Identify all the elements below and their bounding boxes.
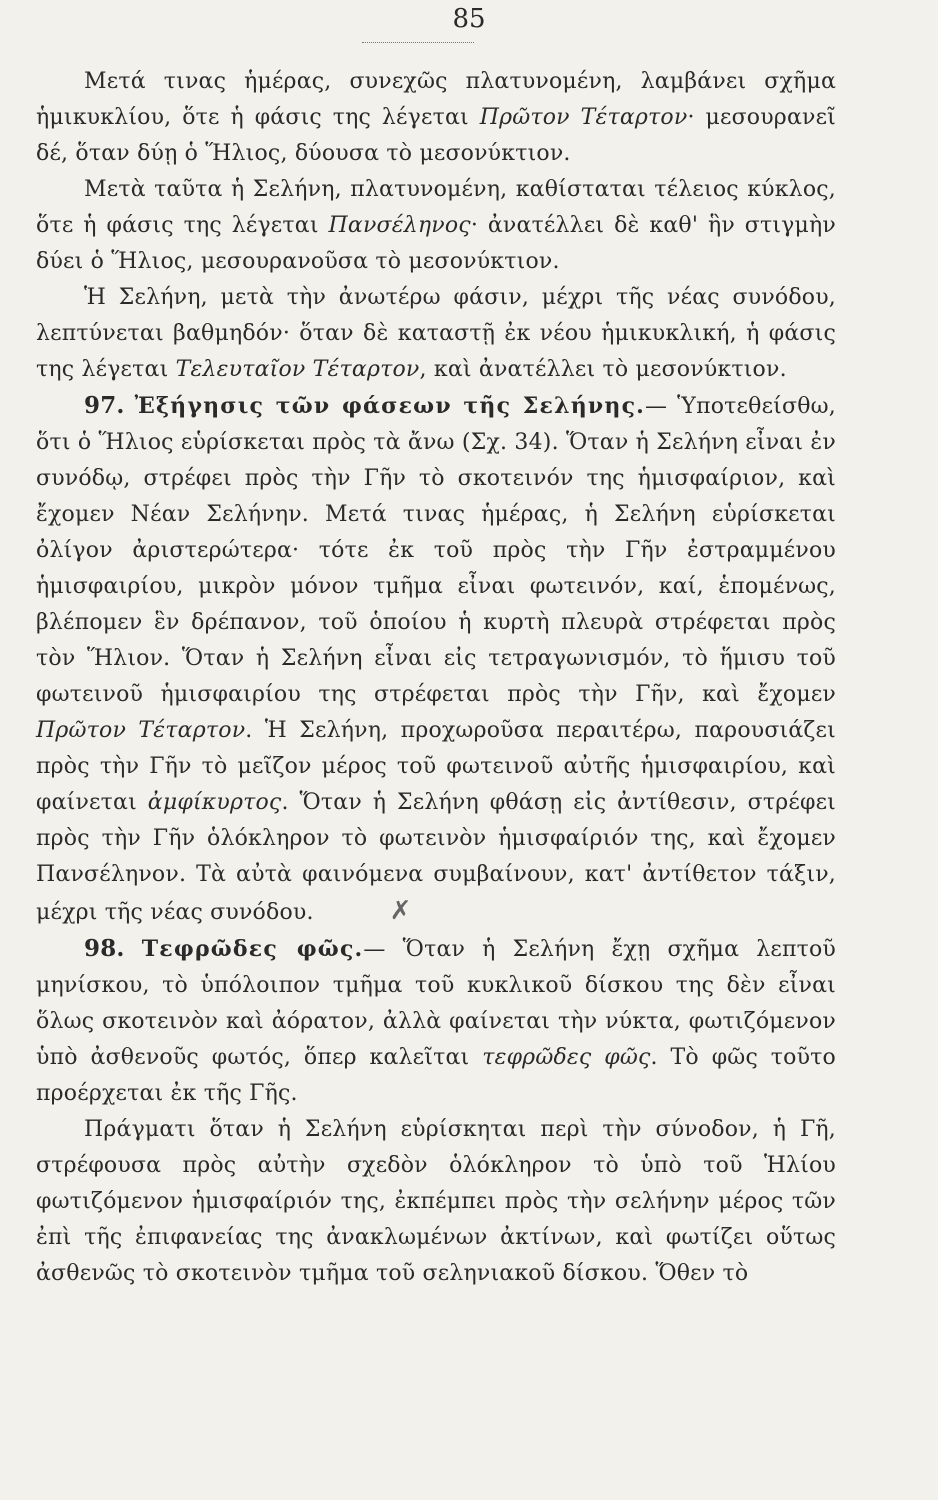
page-body xyxy=(36,64,836,1292)
term-first-quarter: Πρῶτον Τέταρτον xyxy=(36,718,246,743)
paragraph-last-quarter xyxy=(36,280,836,388)
text-run: . Τὸ φῶς τοῦτο προέρχεται ἐκ τῆς Γῆς. xyxy=(36,1045,837,1106)
term-gibbous: ἀμφίκυρτος xyxy=(147,790,282,815)
paragraph-earthshine-explanation xyxy=(36,1112,836,1292)
text-run: Ἡ Σελήνη, μετὰ τὴν ἀνωτέρω φάσιν, μέχρι τῆς νέας συνόδου, λεπτύνεται βαθμηδόν· ὅταν δὲ καταστῇ ἐκ νέου ἡμικυκλική, ἡ φάσις της λέγεται xyxy=(36,285,836,382)
handwritten-cross-mark: ✗ xyxy=(389,896,412,926)
header-rule xyxy=(362,42,474,43)
section-title: Ἐξήγησις τῶν φάσεων τῆς Σελήνης. xyxy=(134,393,646,419)
page-number: 85 xyxy=(452,4,486,34)
text-run: Μετά τινας ἡμέρας, συνεχῶς πλατυνομένη, λαμβάνει σχῆμα ἡμικυκλίου, ὅτε ἡ φάσις της λέγεται xyxy=(36,69,836,130)
term-last-quarter: Τελευταῖον Τέταρτον xyxy=(175,357,420,382)
text-run: . Ἡ Σελήνη, προχωροῦσα περαιτέρω, παρουσιάζει πρὸς τὴν Γῆν τὸ μεῖζον μέρος τοῦ φωτεινοῦ αὐτῆς ἡμισφαιρίου, καὶ φαίνεται xyxy=(36,718,836,815)
text-run: — Ὅταν ἡ Σελήνη ἔχῃ σχῆμα λεπτοῦ μηνίσκου, τὸ ὑπόλοιπον τμῆμα τοῦ κυκλικοῦ δίσκου της δὲν εἶναι ὅλως σκοτεινὸν καὶ ἀόρατον, ἀλλὰ φαίνεται τὴν νύκτα, φωτιζόμενον ὑπὸ ἀσθενοῦς φωτός, ὅπερ καλεῖται xyxy=(36,937,836,1070)
term-earthshine: τεφρῶδες φῶς xyxy=(482,1045,651,1070)
section-98 xyxy=(36,931,836,1112)
text-run: — Ὑποτεθείσθω, ὅτι ὁ Ἥλιος εὑρίσκεται πρὸς τὰ ἄνω (Σχ. 34). Ὅταν ἡ Σελήνη εἶναι ἐν συνόδῳ, στρέφει πρὸς τὴν Γῆν τὸ σκοτεινόν της ἡμισφαίριον, καὶ ἔχομεν Νέαν Σελήνην. Μετά τινας ἡμέρας, ἡ Σελήνη εὑρίσκεται ὀλίγον ἀριστερώτερα· τότε ἐκ τοῦ πρὸς τὴν Γῆν ἐστραμμένου ἡμισφαιρίου, μικρὸν μόνον τμῆμα εἶναι φωτεινόν, καί, ἑπομένως, βλέπομεν ἓν δρέπανον, τοῦ ὁποίου ἡ κυρτὴ πλευρὰ στρέφεται πρὸς τὸν Ἥλιον. Ὅταν ἡ Σελήνη εἶναι εἰς τετραγωνισμόν, τὸ ἥμισυ τοῦ φωτεινοῦ ἡμισφαιρίου της στρέφεται πρὸς τὴν Γῆν, καὶ ἔχομεν xyxy=(36,394,837,707)
text-run: , καὶ ἀνατέλλει τὸ μεσονύκτιον. xyxy=(419,357,787,382)
term-first-quarter: Πρῶτον Τέταρτον xyxy=(479,105,688,130)
term-full-moon: Πανσέληνος xyxy=(328,213,471,238)
section-number: 97. xyxy=(84,392,125,419)
text-run: . Ὅταν ἡ Σελήνη φθάσῃ εἰς ἀντίθεσιν, στρέφει πρὸς τὴν Γῆν ὁλόκληρον τὸ φωτεινὸν ἡμισφαίριόν της, καὶ ἔχομεν Πανσέληνον. Τὰ αὐτὰ φαινόμενα συμβαίνουν, κατ' ἀντίθετον τάξιν, μέχρι τῆς νέας συνόδου. xyxy=(36,790,836,925)
section-97 xyxy=(36,388,836,931)
paragraph-full-moon xyxy=(36,172,836,280)
text-run: Πράγματι ὅταν ἡ Σελήνη εὑρίσκηται περὶ τὴν σύνοδον, ἡ Γῆ, στρέφουσα πρὸς αὐτὴν σχεδὸν ὁλόκληρον τὸ ὑπὸ τοῦ Ἡλίου φωτιζόμενον ἡμισφαίριόν της, ἐκπέμπει πρὸς τὴν σελήνην μέρος τῶν ἐπὶ τῆς ἐπιφανείας της ἀνακλωμένων ἀκτίνων, καὶ φωτίζει οὕτως ἀσθενῶς τὸ σκοτεινὸν τμῆμα τοῦ σεληνιακοῦ δίσκου. Ὅθεν τὸ xyxy=(36,1117,836,1286)
section-number: 98. xyxy=(84,935,125,962)
text-run: · ἀνατέλλει δὲ καθ' ἣν στιγμὴν δύει ὁ Ἥλιος, μεσουρανοῦσα τὸ μεσονύκτιον. xyxy=(36,213,836,274)
paragraph-first-quarter xyxy=(36,64,836,172)
text-run: · μεσουρανεῖ δέ, ὅταν δύῃ ὁ Ἥλιος, δύουσα τὸ μεσονύκτιον. xyxy=(36,105,836,166)
section-title: Τεφρῶδες φῶς. xyxy=(141,936,364,962)
text-run: Μετὰ ταῦτα ἡ Σελήνη, πλατυνομένη, καθίσταται τέλειος κύκλος, ὅτε ἡ φάσις της λέγεται xyxy=(36,177,836,238)
